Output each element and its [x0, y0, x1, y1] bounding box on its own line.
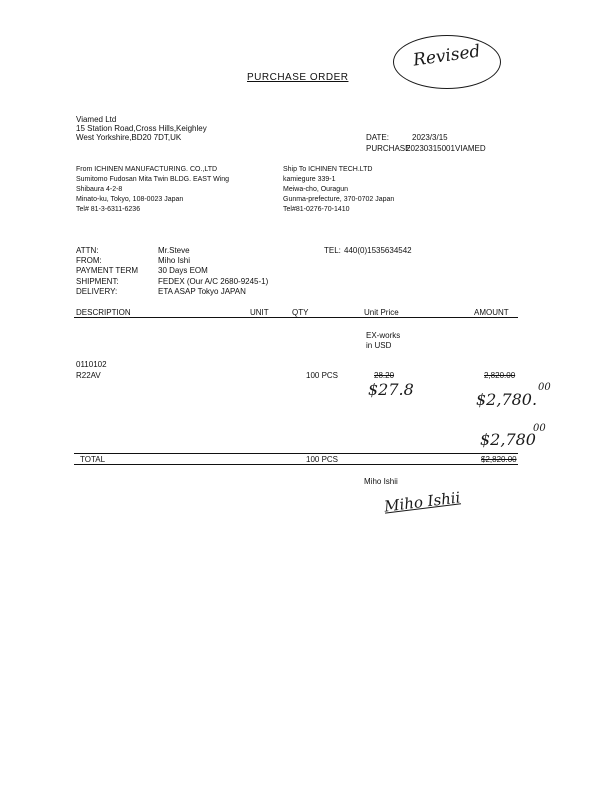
date-value: 2023/3/15 — [412, 133, 448, 142]
item-code: 0110102 — [76, 360, 107, 369]
col-header-unit-price: Unit Price — [364, 308, 399, 317]
col-header-amount: AMOUNT — [474, 308, 509, 317]
item-unit-price: 28.20 — [374, 371, 395, 380]
handwritten-unit-price: $27.8 — [368, 380, 414, 399]
ship-to-line: kamiegure 339-1 — [283, 176, 336, 183]
total-bottom-rule — [74, 464, 518, 465]
document-title: PURCHASE ORDER — [247, 72, 349, 83]
col-header-description: DESCRIPTION — [76, 308, 131, 317]
from-line: From ICHINEN MANUFACTURING. CO.,LTD — [76, 166, 218, 173]
from-line: Minato-ku, Tokyo, 108-0023 Japan — [76, 196, 184, 203]
item-name: R22AV — [76, 371, 101, 380]
col-header-unit: UNIT — [250, 308, 269, 317]
total-label: TOTAL — [80, 455, 106, 464]
from-line: Shibaura 4-2-8 — [76, 186, 123, 193]
tel-label: TEL: — [324, 246, 341, 255]
from-line: Sumitomo Fudosan Mita Twin BLDG. EAST Wing — [76, 176, 230, 183]
signatory-name: Miho Ishii — [364, 477, 398, 486]
ship-to-address — [283, 166, 394, 216]
total-qty: 100 PCS — [306, 455, 339, 464]
date-label: DATE: — [366, 133, 389, 142]
delivery-value: ETA ASAP Tokyo JAPAN — [158, 287, 246, 296]
tel-value: 440(0)1535634542 — [344, 246, 412, 255]
handwritten-amount: $2,780. — [476, 390, 538, 409]
attn-label: ATTN: — [76, 246, 99, 255]
po-number: 20230315001VIAMED — [406, 144, 486, 153]
total-top-rule — [74, 453, 518, 454]
from-address — [76, 166, 229, 216]
attn-value: Mr.Steve — [158, 246, 190, 255]
handwritten-total: $2,780 — [480, 430, 536, 449]
from-line: Tel# 81-3-6311-6236 — [76, 206, 141, 213]
ship-to-line: Meiwa-cho, Ouragun — [283, 186, 348, 193]
ship-to-line: Ship To ICHINEN TECH.LTD — [283, 166, 373, 173]
revised-stamp-text: Revised — [411, 41, 482, 71]
item-amount: 2,820.00 — [484, 371, 516, 380]
buyer-address — [76, 115, 207, 142]
currency-note: EX-works — [366, 331, 401, 340]
shipment-value: FEDEX (Our A/C 2680-9245-1) — [158, 277, 269, 286]
from-label: FROM: — [76, 256, 102, 265]
handwritten-amount-cents: 00 — [538, 382, 551, 393]
buyer-line: 15 Station Road,Cross Hills,Keighley — [76, 124, 207, 133]
buyer-line: West Yorkshire,BD20 7DT,UK — [76, 133, 182, 142]
handwritten-total-cents: 00 — [533, 423, 546, 434]
payment-term-label: PAYMENT TERM — [76, 266, 139, 275]
delivery-label: DELIVERY: — [76, 287, 118, 296]
payment-term-value: 30 Days EOM — [158, 266, 208, 275]
total-amount: $2,820.00 — [481, 455, 517, 464]
col-header-qty: QTY — [292, 308, 309, 317]
shipment-label: SHIPMENT: — [76, 277, 119, 286]
currency-note: in USD — [366, 341, 392, 350]
handwritten-signature: Miho Ishii — [383, 488, 462, 516]
item-qty: 100 PCS — [306, 371, 339, 380]
ship-to-line: Gunma-prefecture, 370-0702 Japan — [283, 196, 395, 203]
po-label: PURCHASE — [366, 144, 411, 153]
buyer-line: Viamed Ltd — [76, 115, 117, 124]
table-header-rule — [74, 317, 518, 318]
ship-to-line: Tel#81-0276-70-1410 — [283, 206, 350, 213]
from-value: Miho Ishi — [158, 256, 191, 265]
